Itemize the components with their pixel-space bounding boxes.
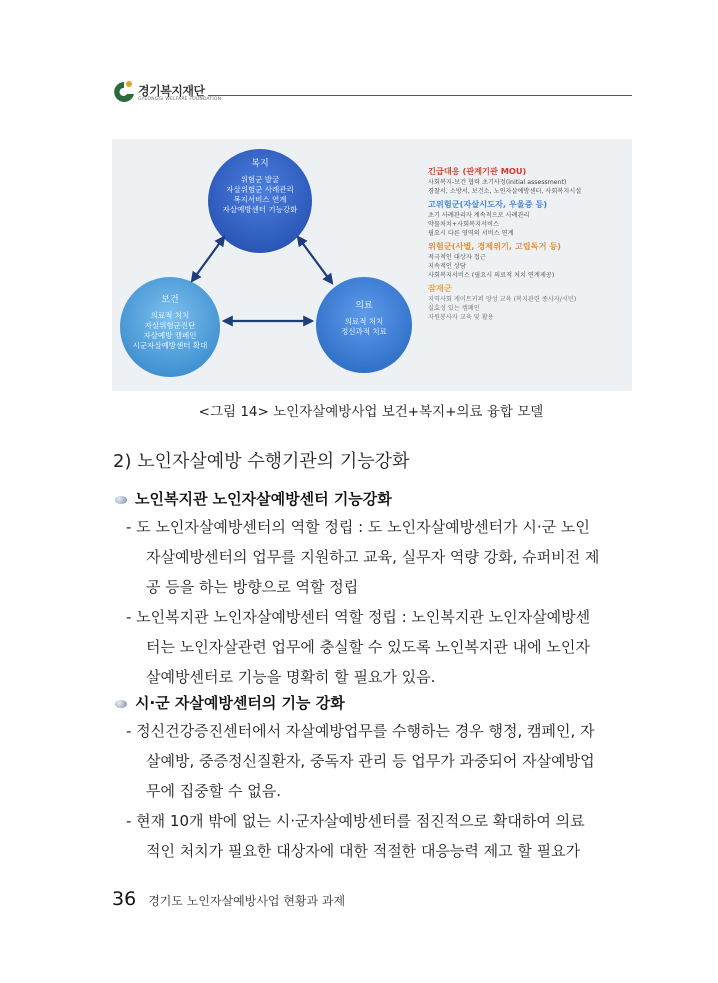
page-number: 36: [112, 888, 137, 910]
health-line: 의료적 처치: [150, 311, 190, 320]
arrow-welfare-medical: [298, 237, 332, 283]
legend-heading-risk: 위험군(사별, 경제위기, 고립독거 등): [428, 241, 561, 251]
figure-legend: [428, 163, 628, 322]
legend-item: 경찰서, 소방서, 보건소, 노인자살예방센터, 사회복지시설: [428, 188, 582, 195]
body-line: 자살예방센터의 업무를 지원하고 교육, 실무자 역량 강화, 슈퍼비전 제: [146, 548, 600, 566]
legend-heading-latent: 잠재군: [428, 283, 452, 293]
body-line: - 현재 10개 밖에 없는 시·군자살예방센터를 점진적으로 확대하여 의료: [126, 812, 585, 830]
section-title: 2) 노인자살예방 수행기관의 기능강화: [113, 451, 410, 472]
health-circle-text: [120, 295, 220, 351]
medical-line: 의료적 처치: [344, 317, 384, 326]
body-line: 살예방, 중증정신질환자, 중독자 관리 등 업무가 과중되어 자살예방업: [146, 752, 595, 770]
fusion-model-figure: [112, 139, 632, 391]
body-line: - 노인복지관 노인자살예방센터 역할 정립 : 노인복지관 노인자살예방센: [126, 608, 591, 626]
health-title: 보건: [161, 295, 179, 305]
legend-item: 약물처치+사회복지서비스: [428, 221, 499, 228]
bullet-icon: [115, 700, 127, 708]
legend-item: 지역사회 게이트키퍼 양성 교육 (복지관련 종사자/시민): [428, 296, 577, 303]
body-line: 무에 집중할 수 없음.: [146, 782, 281, 800]
welfare-circle-text: [208, 159, 312, 215]
bullet-heading-text: 노인복지관 노인자살예방센터 기능강화: [135, 490, 392, 508]
medical-circle-text: [318, 301, 410, 337]
org-subtitle: GYEONGGI WELFARE FOUNDATION: [138, 97, 222, 102]
legend-item: 사회복지-보건 협력 초기사정(initial assessment): [428, 179, 567, 186]
bullet-2-body: [126, 716, 632, 866]
body-line: 적인 처치가 필요한 대상자에 대한 적절한 대응능력 제고 할 필요가: [146, 842, 581, 860]
bullet-icon: [115, 496, 127, 504]
bullet-1-body: [126, 512, 632, 692]
footer-doc-title: 경기도 노인자살예방사업 현황과 과제: [148, 894, 346, 908]
legend-item: 초기 사례관리자 계속적으로 사례관리: [428, 212, 530, 219]
legend-item: 사회복지서비스 (필요시 의료적 처치 연계제공): [428, 272, 555, 279]
foundation-logo-icon: [110, 78, 138, 106]
medical-line: 정신과적 치료: [341, 327, 387, 336]
welfare-line: 복지서비스 연계: [233, 195, 287, 204]
medical-title: 의료: [355, 301, 373, 311]
body-line: 터는 노인자살관련 업무에 충실할 수 있도록 노인복지관 내에 노인자: [146, 638, 590, 656]
bullet-heading-2: [115, 692, 345, 713]
bullet-heading-1: [115, 488, 392, 509]
page-header: [110, 78, 632, 108]
header-rule: [208, 95, 632, 96]
body-line: 살예방센터로 기능을 명확히 할 필요가 있음.: [146, 668, 436, 686]
health-line: 자살예방 캠페인: [143, 331, 197, 340]
bullet-heading-text: 시·군 자살예방센터의 기능 강화: [135, 694, 345, 712]
legend-heading-emergency: 긴급대응 (관계기관 MOU): [428, 166, 527, 176]
legend-item: 지속적인 상담: [428, 263, 466, 270]
body-line: - 정신건강증진센터에서 자살예방업무를 수행하는 경우 행정, 캠페인, 자: [126, 722, 595, 740]
welfare-line: 자살예방센터 기능강화: [222, 205, 298, 214]
legend-heading-high-risk: 고위험군(자살시도자, 우울증 등): [428, 199, 548, 209]
arrow-welfare-health: [192, 237, 224, 281]
figure-caption: <그림 14> 노인자살예방사업 보건+복지+의료 융합 모델: [198, 404, 544, 420]
legend-item: 실효성 있는 캠페인: [428, 305, 480, 312]
legend-item: 적극적인 대상자 접근: [428, 254, 486, 261]
health-line: 시군자살예방센터 확대: [132, 341, 208, 350]
legend-item: 자원봉사자 교육 및 활용: [428, 314, 494, 321]
welfare-line: 위험군 발굴: [240, 175, 280, 184]
health-line: 자살위험군진단: [144, 321, 196, 330]
legend-item: 필요시 다른 영역의 서비스 연계: [428, 230, 514, 237]
body-line: - 도 노인자살예방센터의 역할 정립 : 도 노인자살예방센터가 시·군 노인: [126, 518, 590, 536]
welfare-line: 자살위험군 사례관리: [226, 185, 294, 194]
page-footer: [112, 888, 345, 910]
body-line: 공 등을 하는 방향으로 역할 정립: [146, 578, 359, 596]
org-name: 경기복지재단: [138, 84, 205, 98]
welfare-title: 복지: [251, 159, 269, 169]
